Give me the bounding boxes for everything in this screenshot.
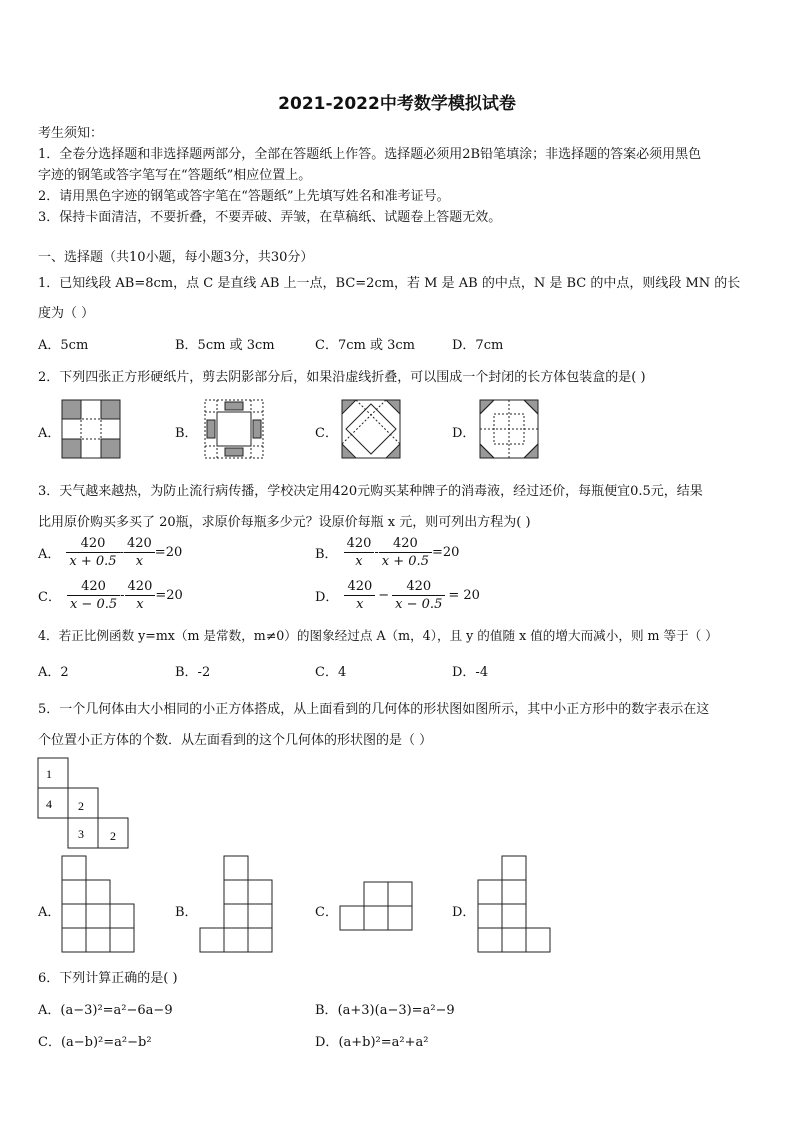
q4-option-a[interactable]: A．2 — [38, 665, 69, 680]
grid-number: 4 — [46, 797, 52, 811]
fraction: $\frac{420}{x}$ — [125, 578, 156, 613]
q2-option-d-label[interactable]: D． — [452, 426, 476, 441]
q5-figure-d — [478, 856, 550, 952]
option-label: D． — [315, 1035, 339, 1050]
q4-option-c[interactable]: C．4 — [315, 665, 347, 680]
notice-item: 2．请用黑色字迹的钢笔或答字笔在“答题纸”上先填写姓名和准考证号。 — [38, 189, 450, 204]
q6-option-a[interactable] — [38, 999, 173, 1018]
q2-option-c-label[interactable]: C． — [315, 426, 338, 441]
option-expression: (a−b)²=a²−b² — [60, 1035, 152, 1050]
q5-top-view-grid — [38, 758, 130, 848]
q1-option-a[interactable]: A．5cm — [38, 338, 89, 353]
question-3-text-cont: 比用原价购买多买了 20瓶，求原价每瓶多少元？设原价每瓶 x 元，则可列出方程为( ) — [38, 515, 531, 530]
q5-figure-a — [62, 856, 134, 952]
q4-option-b[interactable]: B．-2 — [175, 665, 211, 680]
option-label: D． — [315, 590, 339, 605]
fraction: $\frac{420}{x}$ — [344, 578, 375, 613]
option-label: C． — [38, 590, 61, 605]
operator: - — [374, 545, 379, 560]
q5-option-d-label[interactable]: D． — [452, 905, 476, 920]
q1-option-b[interactable]: B．5cm 或 3cm — [175, 338, 275, 353]
q2-option-a-label[interactable]: A． — [38, 426, 61, 441]
q5-figure-b — [200, 856, 272, 952]
q3-option-b[interactable] — [315, 535, 459, 570]
option-label: C． — [38, 1035, 61, 1050]
question-5-text-cont: 个位置小正方体的个数．从左面看到的这个几何体的形状图的是（ ） — [38, 733, 433, 748]
q5-option-b-label[interactable]: B． — [175, 905, 198, 920]
fraction: $\frac{420}{x - 0.5}$ — [67, 578, 120, 613]
option-label: A． — [38, 1003, 61, 1018]
option-label: B． — [315, 547, 338, 562]
operator: - — [119, 545, 124, 560]
option-label: B． — [315, 1003, 338, 1018]
equation-rhs: =20 — [154, 545, 183, 560]
q5-option-a-label[interactable]: A． — [38, 905, 61, 920]
fraction: $\frac{420}{x + 0.5}$ — [66, 535, 119, 570]
fraction: $\frac{420}{x - 0.5}$ — [392, 578, 445, 613]
equation-rhs: =20 — [431, 545, 460, 560]
question-6-text: 6．下列计算正确的是( ) — [38, 971, 178, 986]
q6-option-d[interactable] — [315, 1031, 428, 1050]
grid-number: 1 — [46, 767, 52, 781]
grid-number: 2 — [78, 799, 84, 813]
option-label: A． — [38, 547, 61, 562]
q5-option-c-label[interactable]: C． — [315, 905, 338, 920]
section-heading: 一、选择题（共10小题，每小题3分，共30分） — [38, 250, 314, 265]
q1-option-d[interactable]: D．7cm — [452, 338, 504, 353]
question-3-text: 3．天气越来越热，为防止流行病传播，学校决定用420元购买某种牌子的消毒液，经过还价，每瓶便宜0.5元，结果 — [38, 484, 703, 499]
option-expression: (a+b)²=a²+a² — [338, 1035, 429, 1050]
question-5-text: 5．一个几何体由大小相同的小正方体搭成，从上面看到的几何体的形状图如图所示，其中小正方形中的数字表示在这 — [38, 702, 710, 717]
q4-option-d[interactable]: D．-4 — [452, 665, 489, 680]
fraction: $\frac{420}{x + 0.5}$ — [379, 535, 432, 570]
q1-option-c[interactable]: C．7cm 或 3cm — [315, 338, 415, 353]
grid-number: 3 — [78, 827, 84, 841]
q3-option-d[interactable] — [315, 578, 480, 613]
q6-option-c[interactable] — [38, 1031, 152, 1050]
q5-figure-c — [340, 882, 412, 930]
equation-rhs: = 20 — [448, 588, 480, 603]
notice-item: 字迹的钢笔或答字笔写在“答题纸”相应位置上。 — [38, 168, 312, 183]
equation-rhs: =20 — [155, 588, 183, 603]
question-2-text: 2．下列四张正方形硬纸片，剪去阴影部分后，如果沿虚线折叠，可以围成一个封闭的长方体包装盒的是( ) — [38, 370, 646, 385]
q5-figure-c-right — [412, 882, 436, 930]
grid-number: 2 — [110, 829, 116, 843]
q3-option-a[interactable] — [38, 535, 182, 570]
option-expression: (a−3)²=a²−6a−9 — [60, 1003, 173, 1018]
question-4-text: 4．若正比例函数 y=mx（m 是常数，m≠0）的图象经过点 A（m，4），且 y 的值随 x 值的增大而减小，则 m 等于（ ） — [38, 628, 718, 643]
q2-figure-d — [480, 400, 538, 458]
notice-item: 3．保持卡面清洁，不要折叠，不要弄破、弄皱，在草稿纸、试题卷上答题无效。 — [38, 210, 502, 225]
question-1-text-cont: 度为（ ） — [38, 306, 95, 321]
fraction: $\frac{420}{x}$ — [124, 535, 155, 570]
option-expression: (a+3)(a−3)=a²−9 — [337, 1003, 455, 1018]
operator: - — [120, 588, 125, 603]
notice-heading: 考生须知： — [38, 126, 104, 141]
q3-option-c[interactable] — [38, 578, 183, 613]
page-title: 2021-2022中考数学模拟试卷 — [278, 94, 516, 114]
q6-option-b[interactable] — [315, 999, 455, 1018]
q2-figure-c — [342, 400, 400, 458]
notice-item: 1．全卷分选择题和非选择题两部分，全部在答题纸上作答。选择题必须用2B铅笔填涂；非选择题的答案必须用黑色 — [38, 147, 702, 162]
q2-figure-a — [62, 400, 120, 458]
fraction: $\frac{420}{x}$ — [344, 535, 375, 570]
operator: − — [378, 588, 390, 603]
q2-option-b-label[interactable]: B． — [175, 426, 198, 441]
q2-figure-b — [205, 400, 263, 458]
question-1-text: 1．已知线段 AB=8cm，点 C 是直线 AB 上一点，BC=2cm，若 M 是 AB 的中点，N 是 BC 的中点，则线段 MN 的长 — [38, 276, 741, 291]
